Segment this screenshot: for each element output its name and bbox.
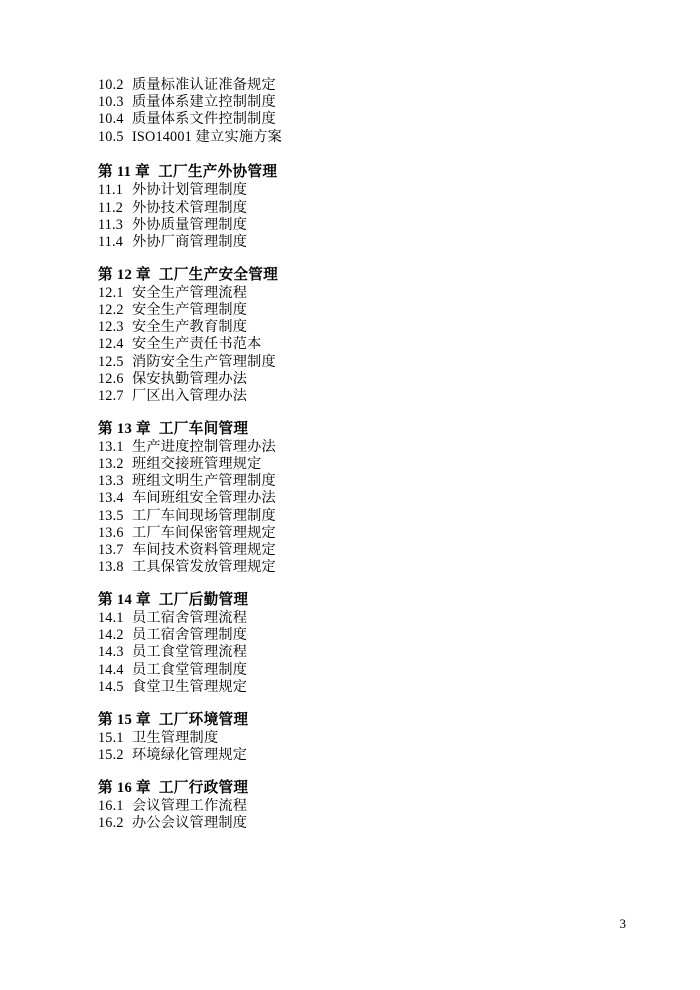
toc-group: [98, 781, 630, 832]
toc-entry-number: 13.1: [98, 438, 124, 455]
toc-entry-number: 12.5: [98, 353, 124, 370]
toc-entry-label: 工厂车间保密管理规定: [132, 524, 276, 541]
toc-entry[interactable]: [98, 542, 630, 559]
toc-entry-number: 13.7: [98, 542, 124, 559]
toc-entry[interactable]: [98, 524, 630, 541]
toc-entry-number: 15.1: [98, 729, 124, 746]
toc-entry-label: 安全生产管理流程: [132, 284, 248, 301]
toc-entry-number: 11.3: [98, 216, 124, 233]
toc-chapter-title: 工厂生产安全管理: [158, 266, 279, 283]
toc-entry-number: 14.5: [98, 678, 124, 695]
toc-entry[interactable]: [98, 438, 630, 455]
toc-entry-number: 13.5: [98, 507, 124, 524]
toc-entry[interactable]: [98, 610, 630, 627]
toc-entry-label: 工厂车间现场管理制度: [132, 507, 276, 524]
toc-group: [98, 78, 630, 145]
toc-chapter-title: 工厂车间管理: [158, 420, 249, 437]
toc-entry-number: 12.2: [98, 302, 124, 319]
toc-entry[interactable]: [98, 111, 630, 128]
toc-chapter-number: 第 15 章: [98, 711, 151, 728]
toc-chapter-heading[interactable]: [98, 593, 630, 610]
toc-chapter-title: 工厂环境管理: [158, 711, 249, 728]
toc-entry-label: 工具保管发放管理规定: [132, 559, 276, 576]
toc-entry-number: 12.4: [98, 336, 124, 353]
toc-entry-label: 安全生产教育制度: [132, 319, 248, 336]
toc-entry-label: 车间班组安全管理办法: [132, 490, 276, 507]
toc-entry[interactable]: [98, 473, 630, 490]
toc-chapter-heading[interactable]: [98, 781, 630, 798]
toc-entry-label: 环境绿化管理规定: [132, 746, 248, 763]
toc-entry-label: 班组文明生产管理制度: [132, 473, 276, 490]
toc-entry[interactable]: [98, 678, 630, 695]
toc-entry[interactable]: [98, 746, 630, 763]
toc-entry[interactable]: [98, 284, 630, 301]
toc-entry[interactable]: [98, 814, 630, 831]
toc-entry[interactable]: [98, 336, 630, 353]
toc-entry-label: 食堂卫生管理规定: [132, 678, 248, 695]
toc-entry-label: 会议管理工作流程: [132, 797, 248, 814]
toc-entry-label: 质量体系建立控制制度: [132, 94, 276, 111]
table-of-contents: [98, 78, 630, 832]
toc-entry-number: 13.6: [98, 524, 124, 541]
toc-entry[interactable]: [98, 627, 630, 644]
toc-entry[interactable]: [98, 302, 630, 319]
toc-chapter-number: 第 14 章: [98, 591, 151, 608]
toc-group: [98, 713, 630, 764]
toc-entry-label: 外协质量管理制度: [132, 216, 248, 233]
toc-chapter-heading[interactable]: [98, 268, 630, 285]
toc-entry[interactable]: [98, 797, 630, 814]
toc-entry-label: 厂区出入管理办法: [132, 388, 248, 405]
toc-entry-number: 12.6: [98, 370, 124, 387]
page-number: 3: [619, 916, 626, 931]
toc-entry-number: 16.2: [98, 814, 124, 831]
toc-entry-label: 外协技术管理制度: [132, 199, 248, 216]
toc-entry-number: 14.2: [98, 627, 124, 644]
toc-entry-label: 办公会议管理制度: [132, 814, 248, 831]
toc-entry-number: 12.7: [98, 388, 124, 405]
toc-entry-label: 员工宿舍管理制度: [132, 627, 248, 644]
toc-entry-number: 13.4: [98, 490, 124, 507]
toc-group: [98, 593, 630, 696]
toc-entry[interactable]: [98, 234, 630, 251]
toc-entry-label: 卫生管理制度: [132, 729, 219, 746]
toc-entry-number: 16.1: [98, 797, 124, 814]
toc-chapter-heading[interactable]: [98, 713, 630, 730]
toc-chapter-title: 工厂生产外协管理: [158, 164, 278, 181]
toc-entry[interactable]: [98, 128, 630, 145]
toc-entry[interactable]: [98, 490, 630, 507]
toc-entry[interactable]: [98, 94, 630, 111]
toc-entry-number: 13.2: [98, 456, 124, 473]
toc-group: [98, 422, 630, 576]
toc-entry-label: 质量标准认证准备规定: [132, 77, 276, 93]
toc-entry-number: 10.5: [98, 128, 124, 145]
toc-entry[interactable]: [98, 216, 630, 233]
toc-entry[interactable]: [98, 78, 630, 94]
toc-entry[interactable]: [98, 182, 630, 199]
toc-entry-number: 11.2: [98, 199, 124, 216]
toc-entry[interactable]: [98, 559, 630, 576]
toc-group: [98, 268, 630, 405]
toc-entry-label: 安全生产管理制度: [132, 302, 248, 319]
toc-chapter-heading[interactable]: [98, 422, 630, 439]
toc-entry[interactable]: [98, 729, 630, 746]
toc-entry[interactable]: [98, 353, 630, 370]
toc-entry-label: 外协厂商管理制度: [132, 234, 248, 251]
toc-entry[interactable]: [98, 644, 630, 661]
toc-entry[interactable]: [98, 388, 630, 405]
toc-entry-number: 12.1: [98, 284, 124, 301]
toc-chapter-heading[interactable]: [98, 165, 630, 182]
toc-entry-number: 10.2: [98, 77, 124, 93]
toc-entry-number: 14.1: [98, 610, 124, 627]
toc-chapter-number: 第 11 章: [98, 164, 151, 181]
toc-group: [98, 165, 630, 250]
toc-entry-label: 员工宿舍管理流程: [132, 610, 248, 627]
toc-entry-number: 13.8: [98, 559, 124, 576]
toc-chapter-number: 第 16 章: [98, 779, 151, 796]
toc-entry-label: 员工食堂管理制度: [132, 661, 248, 678]
toc-entry[interactable]: [98, 319, 630, 336]
toc-entry[interactable]: [98, 507, 630, 524]
toc-entry-number: 15.2: [98, 746, 124, 763]
toc-entry-number: 10.4: [98, 111, 124, 128]
toc-entry-label: 安全生产责任书范本: [132, 336, 262, 353]
toc-entry-number: 12.3: [98, 319, 124, 336]
toc-entry-label: 消防安全生产管理制度: [132, 353, 276, 370]
toc-entry-number: 11.1: [98, 182, 124, 199]
toc-entry-number: 13.3: [98, 473, 124, 490]
toc-entry-label: 质量体系文件控制制度: [132, 111, 276, 128]
toc-chapter-title: 工厂行政管理: [158, 779, 249, 796]
toc-chapter-title: 工厂后勤管理: [158, 591, 249, 608]
toc-entry-number: 14.4: [98, 661, 124, 678]
toc-entry[interactable]: [98, 370, 630, 387]
toc-chapter-number: 第 12 章: [98, 266, 151, 283]
toc-entry-label: 生产进度控制管理办法: [132, 438, 276, 455]
toc-entry-label: 车间技术资料管理规定: [132, 542, 276, 559]
toc-entry-label: ISO14001 建立实施方案: [132, 128, 283, 145]
toc-entry[interactable]: [98, 199, 630, 216]
toc-entry[interactable]: [98, 661, 630, 678]
toc-entry-label: 保安执勤管理办法: [132, 370, 248, 387]
toc-entry-number: 14.3: [98, 644, 124, 661]
toc-entry-label: 员工食堂管理流程: [132, 644, 248, 661]
toc-chapter-number: 第 13 章: [98, 420, 151, 437]
toc-entry-number: 11.4: [98, 234, 124, 251]
toc-entry-label: 外协计划管理制度: [132, 182, 248, 199]
toc-entry[interactable]: [98, 456, 630, 473]
toc-entry-number: 10.3: [98, 94, 124, 111]
toc-entry-label: 班组交接班管理规定: [132, 456, 262, 473]
